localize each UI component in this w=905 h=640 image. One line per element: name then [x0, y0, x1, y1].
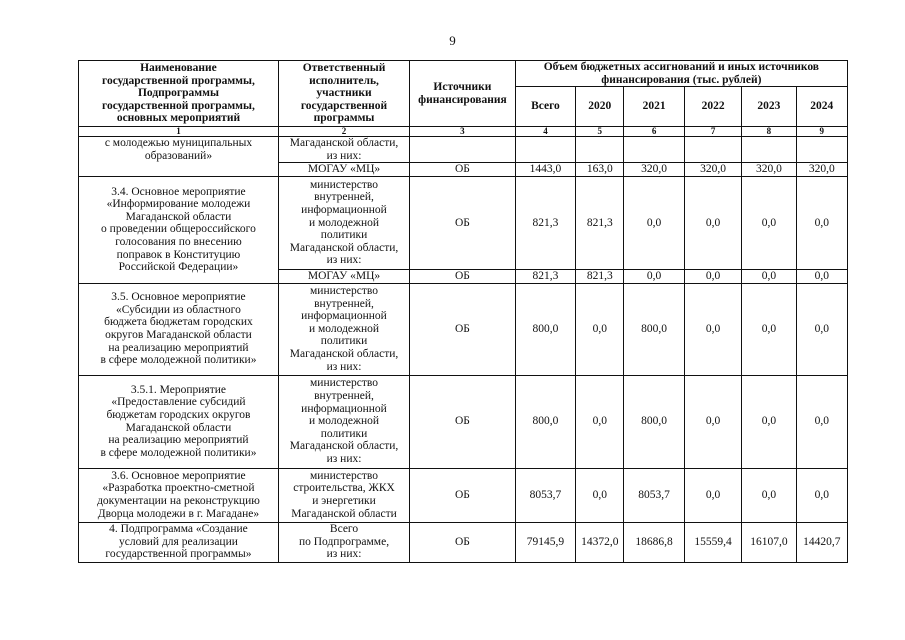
header-2022: 2022: [684, 87, 741, 127]
row-2020: [576, 137, 624, 163]
table-row: [79, 375, 848, 468]
column-index: 1: [79, 127, 279, 137]
row-2023: 16107,0: [742, 522, 796, 562]
header-2021: 2021: [624, 87, 684, 127]
row-2023: 0,0: [742, 375, 796, 468]
header-2023: 2023: [742, 87, 796, 127]
row-executor: министерство внутренней, информационной и молодежной политики Магаданской области, из них:: [278, 176, 409, 269]
row-2024: 0,0: [796, 375, 847, 468]
row-total: 8053,7: [515, 468, 575, 522]
row-name: с молодежью муниципальных образований»: [79, 137, 279, 177]
row-total: 1443,0: [515, 163, 575, 177]
row-2021: 800,0: [624, 283, 684, 375]
row-2020: 0,0: [576, 283, 624, 375]
row-2020: 163,0: [576, 163, 624, 177]
row-name: 3.6. Основное мероприятие «Разработка проектно-сметной документации на реконструкцию Дворца молодежи в г. Магадане»: [79, 468, 279, 522]
row-2023: [742, 137, 796, 163]
row-source: ОБ: [410, 375, 516, 468]
header-total: Всего: [515, 87, 575, 127]
row-2024: 0,0: [796, 176, 847, 269]
row-source: ОБ: [410, 522, 516, 562]
table-row: [79, 468, 848, 522]
row-2023: 320,0: [742, 163, 796, 177]
column-index: 3: [410, 127, 516, 137]
row-2020: 821,3: [576, 269, 624, 283]
row-source: ОБ: [410, 283, 516, 375]
table-row: [79, 137, 848, 163]
row-total: 821,3: [515, 269, 575, 283]
page-number: 9: [449, 33, 456, 48]
row-2021: [624, 137, 684, 163]
row-executor: МОГАУ «МЦ»: [278, 269, 409, 283]
table-row: [79, 283, 848, 375]
column-index: 4: [515, 127, 575, 137]
row-2020: 0,0: [576, 468, 624, 522]
row-source: ОБ: [410, 269, 516, 283]
row-source: ОБ: [410, 163, 516, 177]
row-total: 800,0: [515, 283, 575, 375]
column-index: 9: [796, 127, 847, 137]
row-2022: 0,0: [684, 269, 741, 283]
row-2022: 15559,4: [684, 522, 741, 562]
row-2023: 0,0: [742, 176, 796, 269]
row-2022: 0,0: [684, 468, 741, 522]
header-sources: Источники финансирования: [410, 61, 516, 127]
row-name: 4. Подпрограмма «Создание условий для реализации государственной программы»: [79, 522, 279, 562]
row-total: [515, 137, 575, 163]
row-2023: 0,0: [742, 269, 796, 283]
row-total: 79145,9: [515, 522, 575, 562]
row-executor: Магаданской области, из них:: [278, 137, 409, 163]
row-source: [410, 137, 516, 163]
column-index-row: [79, 127, 848, 137]
row-2021: 800,0: [624, 375, 684, 468]
row-executor: Всего по Подпрограмме, из них:: [278, 522, 409, 562]
row-executor: министерство внутренней, информационной и молодежной политики Магаданской области, из них:: [278, 375, 409, 468]
row-source: ОБ: [410, 176, 516, 269]
header-2020: 2020: [576, 87, 624, 127]
row-2020: 821,3: [576, 176, 624, 269]
column-index: 7: [684, 127, 741, 137]
row-2023: 0,0: [742, 468, 796, 522]
row-2024: 14420,7: [796, 522, 847, 562]
row-total: 821,3: [515, 176, 575, 269]
row-2022: 0,0: [684, 176, 741, 269]
header-name: Наименование государственной программы, Подпрограммы государственной программы, основных мероприятий: [79, 61, 279, 127]
row-source: ОБ: [410, 468, 516, 522]
row-2023: 0,0: [742, 283, 796, 375]
row-name: 3.5. Основное мероприятие «Субсидии из областного бюджета бюджетам городских округов Магаданской области на реализацию мероприятий в сфере молодежной политики»: [79, 283, 279, 375]
row-2024: 320,0: [796, 163, 847, 177]
column-index: 6: [624, 127, 684, 137]
row-2024: [796, 137, 847, 163]
row-name: 3.5.1. Мероприятие «Предоставление субсидий бюджетам городских округов Магаданской области на реализацию мероприятий в сфере молодежной политики»: [79, 375, 279, 468]
table-row: [79, 522, 848, 562]
row-2024: 0,0: [796, 283, 847, 375]
row-executor: министерство внутренней, информационной и молодежной политики Магаданской области, из них:: [278, 283, 409, 375]
row-name: 3.4. Основное мероприятие «Информирование молодежи Магаданской области о проведении общероссийского голосования по внесению поправок в Конституцию Российской Федерации»: [79, 176, 279, 283]
header-executor: Ответственный исполнитель, участники государственной программы: [278, 61, 409, 127]
row-2020: 0,0: [576, 375, 624, 468]
header-volume: Объем бюджетных ассигнований и иных источников финансирования (тыс. рублей): [515, 61, 847, 87]
column-index: 5: [576, 127, 624, 137]
header-2024: 2024: [796, 87, 847, 127]
row-2021: 8053,7: [624, 468, 684, 522]
row-2021: 0,0: [624, 269, 684, 283]
row-2022: [684, 137, 741, 163]
row-2022: 0,0: [684, 283, 741, 375]
row-2021: 0,0: [624, 176, 684, 269]
row-2020: 14372,0: [576, 522, 624, 562]
row-2024: 0,0: [796, 468, 847, 522]
row-executor: министерство строительства, ЖКХ и энергетики Магаданской области: [278, 468, 409, 522]
row-executor: МОГАУ «МЦ»: [278, 163, 409, 177]
row-2021: 18686,8: [624, 522, 684, 562]
row-2022: 0,0: [684, 375, 741, 468]
row-2021: 320,0: [624, 163, 684, 177]
table-row: [79, 176, 848, 269]
row-2024: 0,0: [796, 269, 847, 283]
column-index: 8: [742, 127, 796, 137]
row-2022: 320,0: [684, 163, 741, 177]
column-index: 2: [278, 127, 409, 137]
row-total: 800,0: [515, 375, 575, 468]
budget-table: [78, 60, 848, 563]
